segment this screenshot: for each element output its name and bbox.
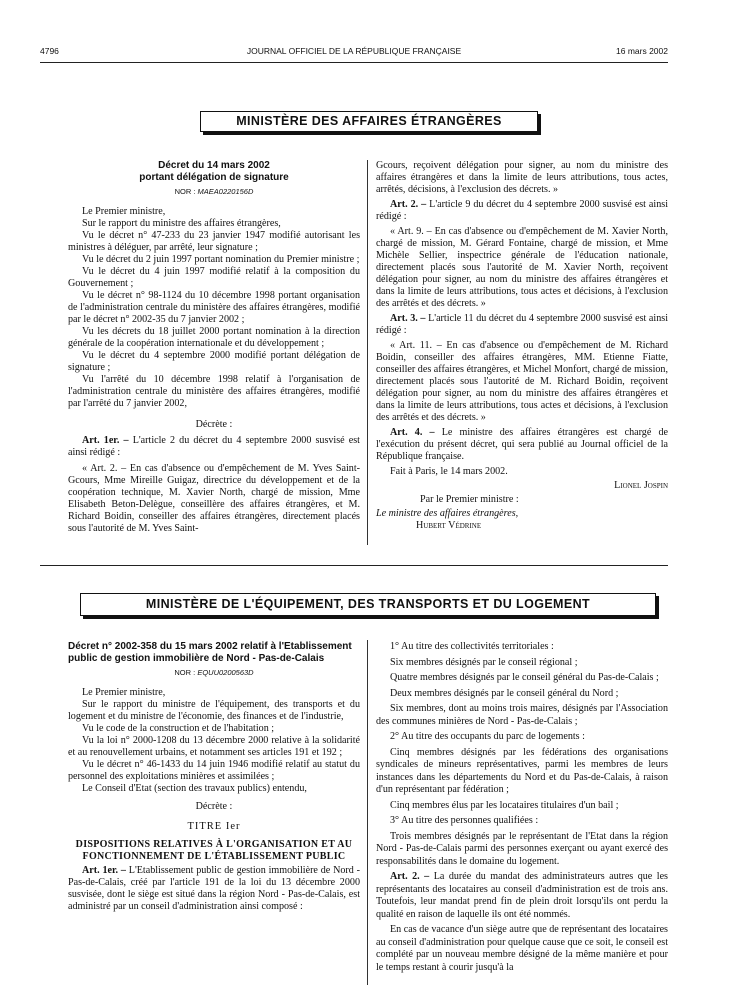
article-label: Art. 2. – — [390, 199, 427, 210]
article-3 — [376, 313, 668, 337]
issue-date: 16 mars 2002 — [616, 46, 668, 56]
preamble-line: Vu le décret n° 46-1433 du 14 juin 1946 modifié relatif au statut du personnel des exploitations minières et assimilées ; — [68, 759, 360, 782]
ministry-heading-equipement: MINISTÈRE DE L'ÉQUIPEMENT, DES TRANSPORTS ET DU LOGEMENT — [80, 593, 656, 616]
preamble-line: Vu le décret du 4 septembre 2000 modifié portant délégation de signature ; — [68, 350, 360, 373]
preamble-line: Vu le décret du 2 juin 1997 portant nomination du Premier ministre ; — [82, 254, 360, 265]
composition-line: Deux membres désignés par le conseil général du Nord ; — [390, 687, 619, 699]
composition-line: 1° Au titre des collectivités territoriales : — [390, 641, 554, 652]
article-text: Le ministre des affaires étrangères est chargé de l'exécution du présent décret, qui sera publié au Journal officiel de la République française. — [376, 427, 668, 462]
article-2-paragraph: En cas de vacance d'un siège autre que de représentant des locataires au conseil d'administration pour quelque cause que ce soit, le conseil est complété par un nouveau membre désigné de la même manière et pour le temps restant à courir jusqu'à la — [376, 924, 668, 973]
section1-left-column — [68, 160, 360, 535]
preamble-line: Vu le décret n° 98-1124 du 10 décembre 1998 portant organisation de l'administration centrale du ministère des affaires étrangères, modifié par le décret n° 2002-35 du 7 janvier 2002 ; — [68, 290, 360, 325]
composition-line: 2° Au titre des occupants du parc de logements : — [390, 731, 585, 742]
preamble-line: Le Premier ministre, — [82, 206, 166, 217]
dispositions-heading: DISPOSITIONS RELATIVES À L'ORGANISATION ET AU FONCTIONNEMENT DE L'ÉTABLISSEMENT PUBLIC — [75, 839, 353, 862]
article-quote: « Art. 11. – En cas d'absence ou d'empêchement de M. Richard Boidin, conseiller des affaires étrangères, MM. Etienne Fiatte, conseiller des affaires étrangères, et Michel Monfort, chargé de mission, directement placés sous l'autorité de M. Richard Boidin, reçoivent délégation pour signer, au nom du ministre des affaires étrangères et dans la limite de leurs attributions, tous actes et décisions, à l'exclusion des arrêtés et des décrets. » — [376, 340, 668, 423]
article-label: Art. 3. – — [390, 313, 426, 324]
preamble-line: Vu le décret n° 47-233 du 23 janvier 1947 modifié autorisant les ministres à déléguer, par arrêté, leur signature ; — [68, 230, 360, 253]
preamble-line: Sur le rapport du ministre de l'équipement, des transports et du logement et du ministre de l'économie, des finances et de l'industrie, — [68, 699, 360, 722]
page-number: 4796 — [40, 46, 59, 56]
composition-line: Six membres, dont au moins trois maires, désignés par l'Association des communes minières de Nord - Pas-de-Calais ; — [376, 703, 668, 727]
article-2 — [376, 871, 668, 921]
article-label: Art. 1er. – — [82, 435, 129, 446]
article-1 — [68, 865, 360, 913]
nor-reference — [68, 667, 360, 679]
titre-heading: TITRE Ier — [187, 821, 241, 832]
article-text: L'article 11 du décret du 4 septembre 2000 susvisé est ainsi rédigé : — [376, 313, 668, 336]
composition-line: Quatre membres désignés par le conseil général du Pas-de-Calais ; — [390, 672, 659, 683]
decree-title: Décret n° 2002-358 du 15 mars 2002 relatif à l'Etablissement public de gestion immobilière de Nord - Pas-de-Calais — [68, 641, 352, 664]
nor-value: EQUU0200563D — [197, 668, 254, 677]
composition-line: 3° Au titre des personnes qualifiées : — [390, 815, 539, 826]
section-rule — [40, 565, 668, 566]
ministry-heading-affaires-etrangeres: MINISTÈRE DES AFFAIRES ÉTRANGÈRES — [200, 111, 538, 132]
preamble-line: Le Premier ministre, — [82, 687, 166, 698]
article-text: La durée du mandat des administrateurs autres que les représentants des locataires au conseil d'administration est de trois ans. Toutefois, leur mandat prend fin de plein droit lorsqu'ils ont perdu la qualité en raison de laquelle ils ont été nommés. — [376, 871, 668, 920]
article-text: L'Etablissement public de gestion immobilière de Nord - Pas-de-Calais, créé par l'article 191 de la loi du 13 décembre 2000 susvisée, dont le siège est situé dans la région Nord - Pas-de-Calais, est administré par un conseil d'administration ainsi composé : — [68, 865, 360, 912]
preamble-line: Vu le décret du 4 juin 1997 modifié relatif à la composition du Gouvernement ; — [68, 266, 360, 289]
composition-line: Trois membres désignés par le représentant de l'Etat dans la région Nord - Pas-de-Calais parmi des personnes exerçant ou ayant exercé des responsabilités dans le domaine du logement. — [376, 830, 668, 867]
preamble-line: Vu la loi n° 2000-1208 du 13 décembre 2000 relative à la solidarité et au renouvellement urbains, et notamment ses articles 191 et 192 ; — [68, 735, 360, 758]
nor-value: MAEA0220156D — [197, 187, 254, 196]
quote-continuation: Gcours, reçoivent délégation pour signer, au nom du ministre des affaires étrangères et dans la limite de leurs attributions, tous actes, arrêtés, décisions, à l'exclusion des décrets. » — [376, 160, 668, 195]
minister-title: Le ministre des affaires étrangères, — [376, 508, 519, 519]
article-1 — [68, 435, 360, 459]
section2-left-column — [68, 641, 360, 913]
fait-a-paris: Fait à Paris, le 14 mars 2002. — [390, 466, 508, 477]
section2-right-column — [376, 641, 668, 974]
article-text: L'article 9 du décret du 4 septembre 2000 susvisé est ainsi rédigé : — [376, 199, 668, 222]
article-label: Art. 2. – — [390, 871, 430, 882]
article-quote: « Art. 9. – En cas d'absence ou d'empêchement de M. Xavier North, chargé de mission, M. Gérard Fontaine, chargé de mission, et Mme Michèle Sellier, inspectrice générale de l'éducation nationale, directement placés sous l'autorité de M. Xavier North, reçoivent délégation pour signer, au nom du ministre des affaires étrangères et dans la limite de leurs attributions, tous actes et décisions, à l'exclusion des arrêtés et des décrets. » — [376, 226, 668, 309]
composition-line: Cinq membres désignés par les fédérations des organisations syndicales de mineurs représentatives, parmi les membres de leurs instances dans les départements du Nord et du Pas-de-Calais, à raison d'un représentant par fédération ; — [376, 746, 668, 795]
decrete-label: Décrète : — [195, 419, 233, 430]
composition-line: Six membres désignés par le conseil régional ; — [390, 656, 578, 668]
preamble-line: Sur le rapport du ministre des affaires étrangères, — [82, 218, 281, 229]
composition-line: Cinq membres élus par les locataires titulaires d'un bail ; — [390, 799, 619, 811]
decree-title-line1: Décret du 14 mars 2002 — [158, 160, 270, 171]
article-2 — [376, 199, 668, 223]
par-premier-ministre: Par le Premier ministre : — [420, 494, 519, 505]
article-label: Art. 1er. – — [82, 865, 126, 876]
column-divider — [367, 640, 368, 985]
nor-label: NOR : — [174, 187, 198, 196]
article-text: L'article 2 du décret du 4 septembre 2000 susvisé est ainsi rédigé : — [68, 435, 360, 458]
signature-jospin: Lionel Jospin — [614, 480, 668, 491]
column-divider — [367, 160, 368, 545]
decree-title — [68, 160, 360, 184]
preamble-line: Vu le code de la construction et de l'habitation ; — [82, 723, 275, 734]
header-rule — [40, 62, 668, 63]
preamble-line: Le Conseil d'Etat (section des travaux publics) entendu, — [82, 783, 307, 794]
decree-title-line2: portant délégation de signature — [139, 172, 289, 183]
page-header — [40, 46, 668, 60]
journal-title: JOURNAL OFFICIEL DE LA RÉPUBLIQUE FRANÇAISE — [246, 46, 462, 56]
nor-label: NOR : — [174, 668, 198, 677]
section1-right-column — [376, 160, 668, 532]
article-4 — [376, 427, 668, 463]
nor-reference — [68, 186, 360, 198]
preamble-line: Vu les décrets du 18 juillet 2000 portant nomination à la direction générale de la coopération internationale et du développement ; — [68, 326, 360, 349]
article-label: Art. 4. – — [390, 427, 435, 438]
preamble-line: Vu l'arrêté du 10 décembre 1998 relatif à l'organisation de l'administration centrale du ministère des affaires étrangères, modifié par l'arrêté du 7 janvier 2002, — [68, 374, 360, 409]
decrete-label: Décrète : — [195, 801, 233, 812]
article-quote: « Art. 2. – En cas d'absence ou d'empêchement de M. Yves Saint-Gcours, Mme Mireille Guigaz, directrice du développement et de la coopération technique, M. Xavier North, chargé de mission, Mme Elisabeth Beton-Delègue, conseillère des affaires étrangères, et M. Richard Boidin, conseiller des affaires étrangères, directement placés sous l'autorité de M. Yves Saint- — [68, 463, 360, 534]
signature-vedrine: Hubert Védrine — [416, 520, 482, 531]
